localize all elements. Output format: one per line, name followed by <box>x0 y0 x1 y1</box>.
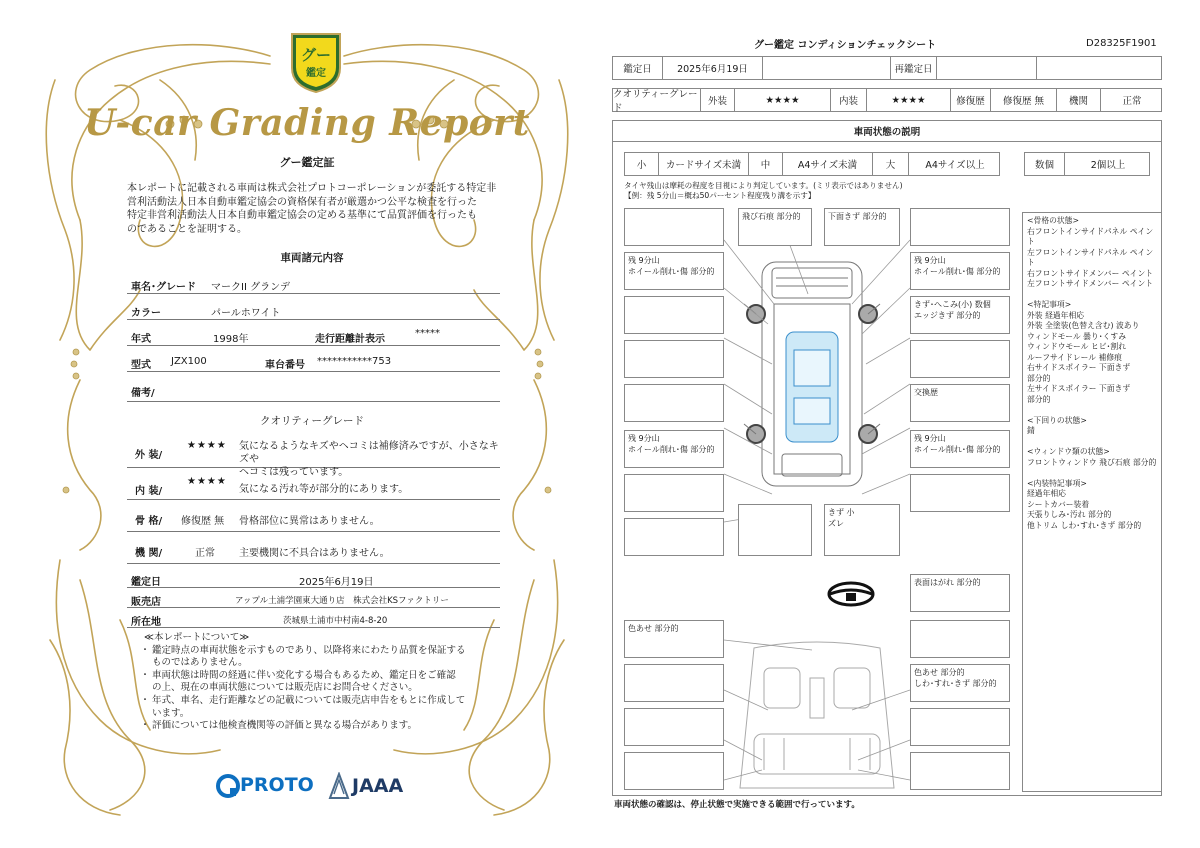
replaced-box <box>910 384 1010 422</box>
grading-certificate <box>20 20 594 828</box>
engine-comment: 主要機関に不具合はありません。 <box>239 548 390 559</box>
about-line: の上、現在の車両状態については販売店にお問合せください。 <box>152 682 418 694</box>
rear-scratch-line: きず 小 <box>828 508 855 517</box>
blank-cell <box>763 57 891 79</box>
about-item <box>138 695 500 720</box>
condition-check-sheet <box>612 34 1164 814</box>
size-legend <box>624 152 1000 176</box>
row-exterior <box>127 434 500 478</box>
legend-count: 数個 <box>1025 153 1065 175</box>
tire-box-front-left <box>624 252 724 290</box>
condition-box <box>910 208 1010 246</box>
date-value: 2025年6月19日 <box>299 577 374 588</box>
badge-top-text: グー <box>300 46 331 64</box>
row-date <box>127 568 500 588</box>
underbody-group <box>1027 416 1157 437</box>
plate-value: ***********753 <box>317 356 392 367</box>
fade-right-line: しわ･すれ･きず 部分的 <box>914 679 997 688</box>
mileage-label: 走行距離計表示 <box>315 334 385 345</box>
condition-box <box>910 474 1010 512</box>
tire-fl-line: ホイール削れ･傷 部分的 <box>628 267 715 276</box>
tire-fr-line: 残 9分山 <box>914 256 946 265</box>
tire-note-2: 【例：残 5分山＝概ね50パーセント程度残り溝を示す】 <box>624 191 816 200</box>
dealer-label: 販売店 <box>131 597 161 608</box>
exterior-label: 外 装/ <box>135 450 163 461</box>
bullet: ・ <box>140 644 150 656</box>
condition-box <box>910 752 1010 790</box>
group-line: 右サイドスポイラー 下面きず <box>1027 363 1131 372</box>
group-line: 経過年相応 <box>1027 489 1066 498</box>
car-name-label: 車名･グレード <box>131 282 196 293</box>
frame-label: 骨 格/ <box>135 516 163 527</box>
group-line: ウィンドモール 曇り･くすみ <box>1027 331 1127 341</box>
car-name-value: マークII グランデ <box>211 282 291 293</box>
condition-box <box>624 340 724 378</box>
exterior-comment-line: ヘコミは残っています。 <box>239 467 349 478</box>
sheet-title: グー鑑定 コンディションチェックシート <box>754 40 937 51</box>
row-interior <box>127 472 500 500</box>
group-line: フロントウィンドウ 飛び石痕 部分的 <box>1027 457 1157 467</box>
rear-scratch-line: ズレ <box>828 519 844 528</box>
row-dealer <box>127 588 500 608</box>
color-value: パールホワイト <box>211 308 281 319</box>
row-address <box>127 608 500 628</box>
about-title: ≪本レポートについて≫ <box>144 632 250 643</box>
frame-value: 修復歴 無 <box>181 516 225 527</box>
status-notes <box>1022 212 1162 792</box>
color-label: カラー <box>131 308 161 319</box>
group-line: 錆 <box>1027 426 1035 435</box>
fade-right-line: 色あせ 部分的 <box>914 668 965 677</box>
row-year <box>127 324 500 346</box>
condition-box <box>624 752 724 790</box>
condition-box <box>624 518 724 556</box>
jaaa-logo-icon <box>328 772 350 800</box>
dent-box <box>910 296 1010 334</box>
date-row <box>612 56 1162 80</box>
group-title: <骨格の状態> <box>1027 216 1080 225</box>
row-model <box>127 350 500 372</box>
group-line: 右フロントサイドメンバー ペイント <box>1027 268 1154 278</box>
steering-wheel-icon <box>826 580 876 608</box>
group-line: 左サイドスポイラー 下面きず <box>1027 384 1131 393</box>
dent-line: きず･へこみ(小) 数個 <box>914 300 991 309</box>
condition-box <box>624 474 724 512</box>
legend-mid: 中 <box>749 153 783 175</box>
jaaa-logo-text: JAAA <box>352 775 404 797</box>
exterior-label: 外装 <box>701 89 735 111</box>
quality-grade-title: クオリティーグレード <box>260 415 364 427</box>
condition-box <box>624 708 724 746</box>
condition-box <box>624 208 724 246</box>
group-line: 外装 全塗装(色替え含む) 波あり <box>1027 321 1140 330</box>
legend-mid-desc: A4サイズ未満 <box>783 153 873 175</box>
section-title: 車両状態の説明 <box>612 120 1162 142</box>
fade-left-box <box>624 620 724 658</box>
repair-history-value: 修復歴 無 <box>991 89 1057 111</box>
about-item <box>138 645 500 670</box>
frame-comment: 骨格部位に異常はありません。 <box>239 516 380 527</box>
cert-line: 営利活動法人日本自動車鑑定協会の資格保有者が厳選かつ公平な検査を行った <box>127 196 477 208</box>
group-line: ウィンドウモール ヒビ･割れ <box>1027 342 1127 351</box>
exterior-stars: ★★★★ <box>187 440 227 451</box>
reinspection-date-value <box>937 57 1037 79</box>
about-line: 車両状態は時間の経過に伴い変化する場合もあるため、鑑定日をご確認 <box>152 669 456 681</box>
interior-stars: ★★★★ <box>867 89 951 111</box>
bullet: ・ <box>140 720 150 732</box>
wheel-surface-text: 表面はがれ 部分的 <box>914 578 981 587</box>
interior-stars: ★★★★ <box>187 476 227 487</box>
row-remarks <box>127 376 500 402</box>
stone-chip-text: 飛び石痕 部分的 <box>742 212 801 221</box>
cert-line: 本レポートに記載される車両は株式会社プロトコーポレーションが委託する特定非 <box>127 183 497 194</box>
specs-title: 車両諸元内容 <box>280 252 344 264</box>
logos <box>216 772 436 802</box>
tire-rr-line: ホイール削れ･傷 部分的 <box>914 445 1001 454</box>
fade-left-text: 色あせ 部分的 <box>628 624 679 633</box>
tire-fl-line: 残 9分山 <box>628 256 660 265</box>
lower-scratch-text: 下面きず 部分的 <box>828 212 887 221</box>
group-title: <下回りの状態> <box>1027 415 1087 425</box>
count-legend <box>1024 152 1150 176</box>
rear-scratch-box <box>824 504 900 556</box>
row-engine <box>127 536 500 564</box>
tire-box-front-right <box>910 252 1010 290</box>
tire-rl-line: ホイール削れ･傷 部分的 <box>628 445 715 454</box>
group-title: <ウィンドウ類の状態> <box>1027 447 1110 456</box>
window-group <box>1027 447 1157 468</box>
document-id: D28325F1901 <box>1086 38 1157 49</box>
footer-note: 車両状態の確認は、停止状態で実施できる範囲で行っています。 <box>614 800 860 810</box>
fade-right-box <box>910 664 1010 702</box>
inspection-date-value: 2025年6月19日 <box>663 57 763 79</box>
condition-box <box>910 340 1010 378</box>
date-label: 鑑定日 <box>131 577 161 588</box>
address-value: 茨城県土浦市中村南4-8-20 <box>283 616 388 626</box>
script-title: U-car Grading Report <box>84 102 530 144</box>
mileage-value: ***** <box>415 328 440 339</box>
group-line: 天張りしみ･汚れ 部分的 <box>1027 510 1112 519</box>
year-value: 1998年 <box>213 334 249 345</box>
about-line: ものではありません。 <box>152 657 248 669</box>
lower-scratch-box <box>824 208 900 246</box>
tire-box-rear-left <box>624 430 724 468</box>
year-label: 年式 <box>131 334 151 345</box>
engine-label: 機関 <box>1057 89 1101 111</box>
group-line: 部分的 <box>1027 394 1051 404</box>
certificate-text <box>127 182 497 236</box>
tire-note-1: タイヤ残山は摩耗の程度を目視により判定しています。(ミリ表示ではありません) <box>624 181 903 190</box>
proto-logo-text: PROTO <box>240 774 314 796</box>
engine-value: 正常 <box>1122 96 1142 107</box>
legend-large: 大 <box>873 153 909 175</box>
bullet: ・ <box>140 669 150 681</box>
dealer-value: アップル土浦学園東大通り店 株式会社KSファクトリー <box>235 596 449 606</box>
exterior-comment-line: 気になるようなキズやヘコミは補修済みですが、小さなキズや <box>239 441 499 465</box>
engine-label: 機 関/ <box>135 548 163 559</box>
about-line: います。 <box>152 707 190 719</box>
group-line: 左フロントインサイドパネル ペイント <box>1027 247 1154 267</box>
group-line: 左フロントサイドメンバー ペイント <box>1027 279 1154 288</box>
tire-fr-line: ホイール削れ･傷 部分的 <box>914 267 1001 276</box>
group-line: 他トリム しわ･すれ･きず 部分的 <box>1027 520 1142 530</box>
row-color <box>127 298 500 320</box>
reinspection-date-label: 再鑑定日 <box>891 57 937 79</box>
grade-row <box>612 88 1162 112</box>
interior-label: 内装 <box>831 89 867 111</box>
group-title: <内装特記事項> <box>1027 478 1087 488</box>
condition-box <box>910 620 1010 658</box>
row-car-name <box>127 272 500 294</box>
about-item <box>138 720 500 733</box>
blank-cell <box>1037 57 1163 79</box>
quality-grade-label: クオリティーグレード <box>613 89 701 111</box>
exterior-stars: ★★★★ <box>735 89 831 111</box>
condition-box <box>624 296 724 334</box>
group-line: 外装 経過年相応 <box>1027 310 1085 320</box>
replaced-text: 交換歴 <box>914 388 938 397</box>
address-label: 所在地 <box>131 617 161 628</box>
legend-count-desc: 2個以上 <box>1090 160 1126 171</box>
certificate-title: グー鑑定証 <box>279 156 335 169</box>
row-frame <box>127 504 500 532</box>
condition-box <box>624 384 724 422</box>
condition-box <box>738 504 812 556</box>
repair-history-label: 修復歴 <box>951 89 991 111</box>
interior-label: 内 装/ <box>135 486 163 497</box>
legend-large-desc: A4サイズ以上 <box>925 160 985 171</box>
remarks-label: 備考/ <box>131 388 155 399</box>
group-line: 部分的 <box>1027 373 1051 383</box>
cert-line: 特定非営利活動法人日本自動車鑑定協会の定める基準にて品質評価を行ったも <box>127 210 477 222</box>
cert-line: のであることを証明する。 <box>127 223 247 235</box>
legend-small-desc: カードサイズ未満 <box>659 153 749 175</box>
engine-value: 正常 <box>195 548 215 559</box>
interior-comment: 気になる汚れ等が部分的にあります。 <box>239 484 409 495</box>
stone-chip-box <box>738 208 812 246</box>
wheel-surface-box <box>910 574 1010 612</box>
dent-line: エッジきず 部分的 <box>914 311 981 320</box>
about-line: 評価については他検査機関等の評価と異なる場合があります。 <box>152 720 418 732</box>
group-line: 右フロントインサイドパネル ペイント <box>1027 226 1154 246</box>
group-line: シートカバー装着 <box>1027 499 1090 509</box>
badge-bottom-text: 鑑定 <box>306 68 326 79</box>
about-report <box>138 632 500 733</box>
tire-box-rear-right <box>910 430 1010 468</box>
condition-box <box>624 664 724 702</box>
model-label: 型式 <box>131 360 151 371</box>
group-title: <特記事項> <box>1027 300 1072 309</box>
proto-logo-icon <box>216 774 240 798</box>
special-notes-group <box>1027 300 1157 405</box>
model-value: JZX100 <box>171 356 207 367</box>
tire-rl-line: 残 9分山 <box>628 434 660 443</box>
plate-label: 車台番号 <box>265 360 305 371</box>
about-line: 鑑定時点の車両状態を示すものであり、以降将来にわたり品質を保証する <box>152 644 466 656</box>
condition-box <box>910 708 1010 746</box>
about-line: 年式、車名、走行距離などの記載については販売店申告をもとに作成して <box>152 694 466 706</box>
goo-kantei-badge <box>286 30 346 94</box>
bullet: ・ <box>140 694 150 706</box>
tire-rr-line: 残 9分山 <box>914 434 946 443</box>
interior-notes-group <box>1027 479 1157 532</box>
group-line: ルーフサイドレール 補修痕 <box>1027 352 1122 362</box>
legend-small: 小 <box>625 153 659 175</box>
inspection-date-label: 鑑定日 <box>613 57 663 79</box>
frame-status-group <box>1027 216 1157 290</box>
about-item <box>138 670 500 695</box>
